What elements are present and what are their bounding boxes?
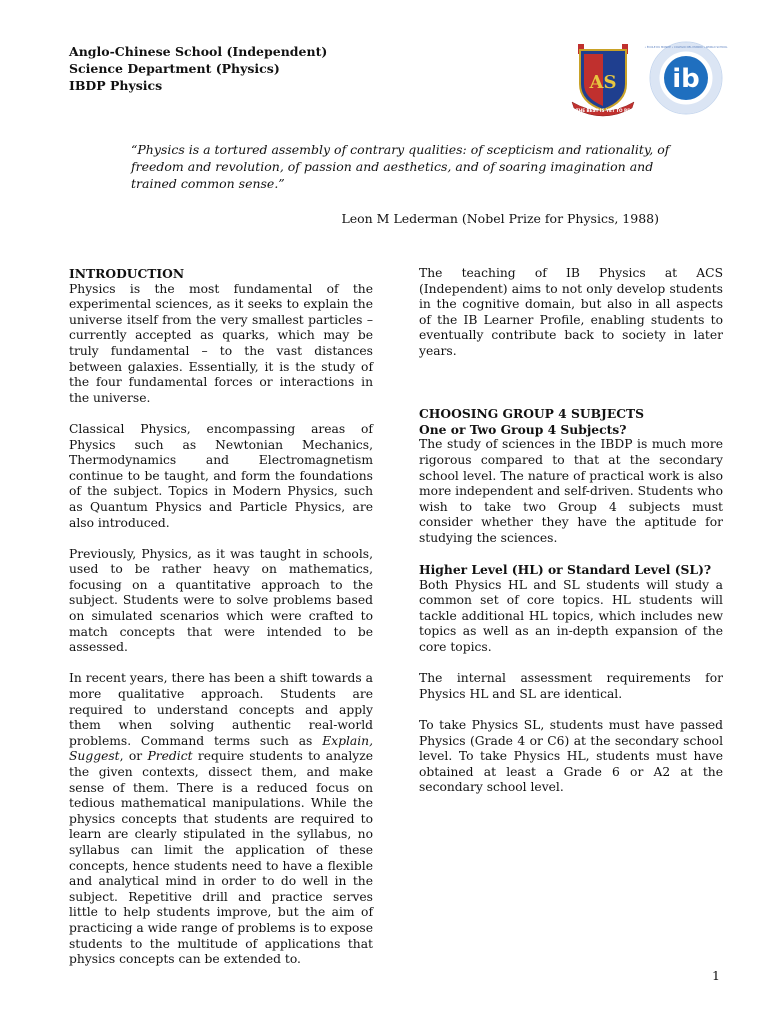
intro-paragraph-4: In recent years, there has been a shift towards a more qualitative approach. Students are required to understand concepts and apply them when solving authentic real-world problems. Command terms such as Explain, Suggest, or Predict require students to analyze the given contexts, dissect them, and make sense of them. There is a reduced focus on tedious mathematical manipulations. While the physics concepts that students are required to learn are clearly stipulated in the syllabus, no syllabus can limit the application of these concepts, hence students need to have a flexible and analytical mind in order to do well in the subject. Repetitive drill and practice serves little to help students improve, but the aim of practicing a wide range of problems is to expose students to the multitude of applications that physics concepts can be extended to. <box>69 671 373 967</box>
department-name: Science Department (Physics) <box>69 61 280 76</box>
command-term-predict: Predict <box>147 749 193 764</box>
crest-letters: AS <box>589 72 617 93</box>
opening-quote: “Physics is a tortured assembly of contrary qualities: of scepticism and rationality, of freedom and revolution, of passion and aesthetics, and of soaring imagination and trained common sense.” <box>131 142 670 191</box>
introduction-heading: INTRODUCTION <box>69 266 185 281</box>
teaching-paragraph: The teaching of IB Physics at ACS (Independent) aims to not only develop students in the cognitive domain, but also in all aspects of the IB Learner Profile, enabling students to eventually contribute back to society in later years. <box>419 266 723 358</box>
choosing-subjects-heading: CHOOSING GROUP 4 SUBJECTS <box>419 406 645 422</box>
intro-paragraph-1: Physics is the most fundamental of the experimental sciences, as it seeks to explain the universe itself from the very smallest particles – currently accepted as quarks, which may be truly fundamental – to the vast distances between galaxies. Essentially, it is the study of the four fundamental forces or interactions in the universe. <box>69 281 373 405</box>
prerequisites-paragraph: To take Physics SL, students must have passed Physics (Grade 4 or C6) at the secondary school level. To take Physics HL, students must have obtained at least a Grade 6 or A2 at the secondary school level. <box>419 718 723 795</box>
core-topics-paragraph: Both Physics HL and SL students will study a common set of core topics. HL students will tackle additional HL topics, which includes new topics as well as an in-depth expansion of the core topics. <box>419 577 723 655</box>
page-number: 1 <box>712 968 720 983</box>
logos <box>570 40 730 120</box>
crest-motto: THE BEST IS YET TO BE <box>575 108 631 113</box>
one-or-two-subheading: One or Two Group 4 Subjects? <box>419 421 627 437</box>
hl-or-sl-heading: Higher Level (HL) or Standard Level (SL)? <box>419 562 712 578</box>
left-column <box>69 266 373 983</box>
programme-name: IBDP Physics <box>69 78 163 93</box>
quote-attribution: Leon M Lederman (Nobel Prize for Physics, 1988) <box>341 211 659 226</box>
intro-paragraph-3: Previously, Physics, as it was taught in schools, used to be rather heavy on mathematics, focusing on a quantitative approach to the subject. Students were to solve problems based on simulated scenarios which were crafted to match concepts that were intended to be assessed. <box>69 546 373 655</box>
school-name: Anglo-Chinese School (Independent) <box>69 44 328 59</box>
ib-world-school-logo <box>645 42 728 114</box>
right-column <box>419 266 723 812</box>
command-terms: Explain, Suggest <box>69 733 373 764</box>
ib-letters: ib <box>672 64 700 94</box>
ib-ring-text: • ÉCOLE DU MONDE • COLEGIO DEL MUNDO • WORLD SCHOOL <box>644 46 728 49</box>
intro-paragraph-2: Classical Physics, encompassing areas of Physics such as Newtonian Mechanics, Thermodynamics and Electromagnetism continue to be taught, and form the foundations of the subject. Topics in Modern Physics, such as Quantum Physics and Particle Physics, are also introduced. <box>69 421 373 530</box>
document-header <box>69 43 327 94</box>
internal-assessment-paragraph: The internal assessment requirements for Physics HL and SL are identical. <box>419 671 723 701</box>
rigour-paragraph: The study of sciences in the IBDP is much more rigorous compared to that at the secondary school level. The nature of practical work is also more independent and self-driven. Students who wish to take two Group 4 subjects must consider whether they have the aptitude for studying the sciences. <box>419 437 723 545</box>
acs-crest-logo <box>572 44 634 116</box>
